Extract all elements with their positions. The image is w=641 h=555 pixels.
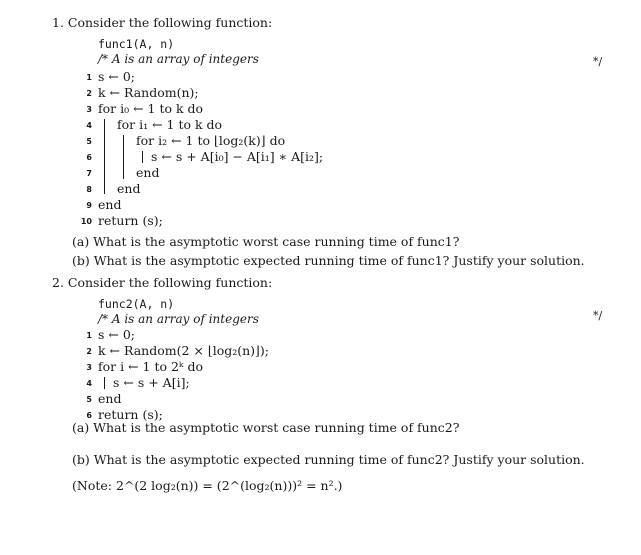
func1-comment: /* A is an array of integers xyxy=(98,52,259,66)
code-line-1: s ← 0; xyxy=(98,69,135,84)
code-line-2: k ← Random(2 × ⌊log₂(n)⌋); xyxy=(98,343,270,358)
line-number: 2 xyxy=(86,89,92,98)
question-2a: (a) What is the asymptotic worst case running time of func2? xyxy=(72,420,460,435)
func2-comment-end: */ xyxy=(593,309,603,322)
line-number: 8 xyxy=(86,185,92,194)
code-line-5: for i₂ ← 1 to ⌊log₂(k)⌋ do xyxy=(136,133,286,148)
code-line-4: for i₁ ← 1 to k do xyxy=(117,117,223,132)
code-line-2: k ← Random(n); xyxy=(98,85,199,100)
func1-comment-end: */ xyxy=(593,55,603,68)
code-line-9: end xyxy=(98,197,122,212)
func2-signature: func2(A, n) xyxy=(98,297,175,311)
code-line-8: end xyxy=(117,181,141,196)
code-line-3: for i₀ ← 1 to k do xyxy=(98,101,204,116)
func1-signature: func1(A, n) xyxy=(98,37,175,51)
line-number: 4 xyxy=(86,121,92,130)
code-line-10: return (s); xyxy=(98,213,163,228)
block-bar xyxy=(104,377,105,389)
line-number: 3 xyxy=(86,363,92,372)
question-1-heading: 1. Consider the following function: xyxy=(52,15,273,30)
line-number: 4 xyxy=(86,379,92,388)
line-number: 9 xyxy=(86,201,92,210)
code-line-6: return (s); xyxy=(98,407,163,422)
question-2-heading: 2. Consider the following function: xyxy=(52,275,273,290)
line-number: 1 xyxy=(86,331,92,340)
line-number: 3 xyxy=(86,105,92,114)
code-line-7: end xyxy=(136,165,160,180)
line-number: 10 xyxy=(80,217,92,226)
question-1a: (a) What is the asymptotic worst case running time of func1? xyxy=(72,234,460,249)
block-bar xyxy=(104,119,105,194)
code-line-6: s ← s + A[i₀] − A[i₁] ∗ A[i₂]; xyxy=(151,149,324,164)
code-line-4: s ← s + A[i]; xyxy=(113,375,190,390)
line-number: 5 xyxy=(86,395,92,404)
line-number: 5 xyxy=(86,137,92,146)
line-number: 7 xyxy=(86,169,92,178)
line-number: 2 xyxy=(86,347,92,356)
line-number: 1 xyxy=(86,73,92,82)
code-line-1: s ← 0; xyxy=(98,327,135,342)
code-line-5: end xyxy=(98,391,122,406)
func2-comment: /* A is an array of integers xyxy=(98,312,259,326)
line-number: 6 xyxy=(86,411,92,420)
question-2-note: (Note: 2^(2 log₂(n)) = (2^(log₂(n)))² = n².) xyxy=(72,478,343,493)
block-bar xyxy=(123,135,124,179)
line-number: 6 xyxy=(86,153,92,162)
question-1b: (b) What is the asymptotic expected running time of func1? Justify your solution. xyxy=(72,253,585,268)
block-bar xyxy=(142,151,143,163)
code-line-3: for i ← 1 to 2ᵏ do xyxy=(98,359,203,374)
question-2b: (b) What is the asymptotic expected running time of func2? Justify your solution. xyxy=(72,452,585,467)
